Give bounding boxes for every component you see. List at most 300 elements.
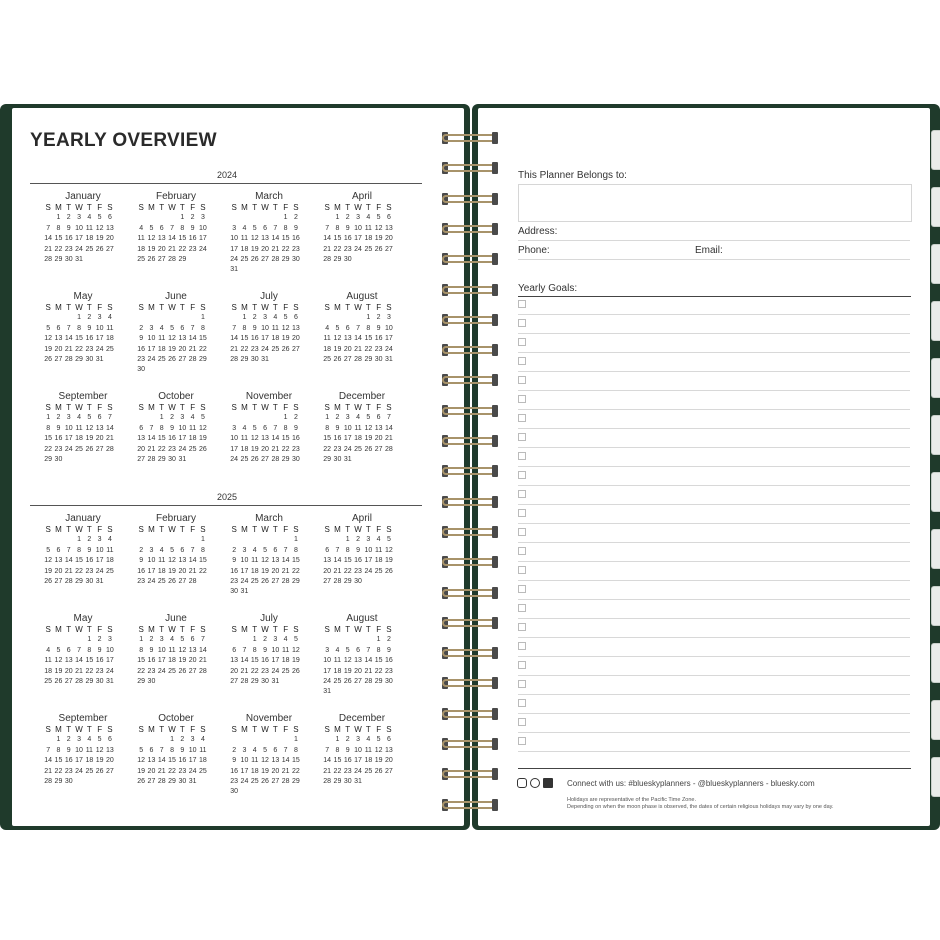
- day-cell: 3: [180, 414, 185, 422]
- weekday-header: W: [354, 625, 362, 634]
- day-cell: 14: [188, 557, 197, 565]
- month-september: [43, 390, 123, 465]
- day-cell: 22: [178, 245, 187, 253]
- weekday-header: W: [354, 303, 362, 312]
- day-cell: 29: [364, 355, 373, 363]
- day-cell: 8: [77, 324, 81, 332]
- day-cell: 17: [106, 657, 114, 665]
- day-cell: 23: [137, 577, 146, 585]
- day-cell: 8: [87, 646, 92, 654]
- ring-wire: [442, 346, 498, 354]
- day-cell: 31: [343, 455, 352, 463]
- day-cell: 30: [230, 788, 239, 796]
- day-cell: 28: [199, 667, 207, 675]
- day-cell: 24: [230, 255, 239, 263]
- day-cell: 20: [147, 767, 156, 775]
- weekday-header: M: [148, 203, 155, 212]
- day-cell: 7: [325, 224, 330, 232]
- day-cell: 14: [44, 235, 53, 243]
- empty-cell: [239, 413, 249, 423]
- empty-cell: [270, 735, 280, 745]
- goal-checkbox[interactable]: [518, 680, 526, 688]
- day-cell: 23: [250, 345, 259, 353]
- day-cell: 14: [157, 757, 166, 765]
- spiral-ring: [442, 799, 498, 811]
- day-cell: 24: [75, 767, 83, 775]
- weekday-header: M: [148, 303, 155, 312]
- day-cell: 16: [374, 335, 383, 343]
- day-cell: 28: [188, 577, 197, 585]
- goal-line[interactable]: [518, 314, 910, 315]
- weekday-header: F: [376, 303, 382, 312]
- goal-line[interactable]: [518, 390, 910, 391]
- goal-line[interactable]: [518, 675, 910, 676]
- month-tab[interactable]: [931, 757, 940, 797]
- goal-line[interactable]: [518, 485, 910, 486]
- month-name: May: [73, 291, 93, 302]
- day-cell: 29: [44, 455, 53, 463]
- ring-wire: [442, 255, 498, 263]
- day-cell: 16: [178, 757, 187, 765]
- month-name: July: [260, 613, 278, 624]
- weekday-header: T: [252, 625, 258, 634]
- goal-checkbox[interactable]: [518, 528, 526, 536]
- weekday-header: T: [179, 625, 185, 634]
- goal-checkbox[interactable]: [518, 623, 526, 631]
- weekday-header: F: [97, 403, 103, 412]
- day-cell: 5: [180, 636, 185, 644]
- day-cell: 13: [292, 324, 300, 332]
- day-cell: 12: [44, 335, 53, 343]
- day-cell: 11: [271, 324, 279, 332]
- day-cell: 27: [230, 677, 239, 685]
- day-cell: 23: [95, 667, 104, 675]
- day-cell: 30: [354, 577, 362, 585]
- day-cell: 19: [261, 567, 269, 575]
- weekday-header: S: [138, 303, 144, 312]
- day-cell: 1: [56, 736, 61, 744]
- day-cell: 17: [343, 435, 352, 443]
- goal-checkbox[interactable]: [518, 300, 526, 308]
- weekday-header: S: [324, 403, 330, 412]
- day-cell: 5: [87, 414, 92, 422]
- weekday-header: T: [365, 725, 371, 734]
- day-cell: 5: [263, 546, 267, 554]
- day-cell: 7: [366, 646, 371, 654]
- goal-line[interactable]: [518, 751, 910, 752]
- weekday-header: W: [75, 203, 83, 212]
- day-cell: 26: [147, 255, 156, 263]
- day-cell: 18: [323, 345, 332, 353]
- day-cell: 12: [374, 746, 383, 754]
- day-cell: 29: [292, 577, 300, 585]
- goal-checkbox[interactable]: [518, 357, 526, 365]
- goal-line[interactable]: [518, 352, 910, 353]
- goal-line[interactable]: [518, 694, 910, 695]
- day-cell: 9: [376, 324, 381, 332]
- weekday-header: M: [55, 303, 62, 312]
- day-cell: 7: [77, 646, 81, 654]
- day-cell: 12: [343, 657, 352, 665]
- day-cell: 7: [335, 546, 340, 554]
- day-cell: 25: [85, 767, 94, 775]
- empty-cell: [239, 735, 249, 745]
- owner-name-field[interactable]: [518, 184, 912, 222]
- goal-line[interactable]: [518, 656, 910, 657]
- day-cell: 28: [333, 577, 342, 585]
- goal-checkbox[interactable]: [518, 338, 526, 346]
- day-cell: 4: [252, 746, 257, 754]
- goal-checkbox[interactable]: [518, 585, 526, 593]
- day-cell: 26: [85, 445, 94, 453]
- day-cell: 29: [281, 455, 290, 463]
- day-cell: 26: [374, 245, 383, 253]
- day-cell: 1: [180, 214, 185, 222]
- day-cell: 7: [190, 546, 195, 554]
- weekday-header: M: [148, 725, 155, 734]
- empty-cell: [136, 735, 146, 745]
- day-cell: 14: [199, 646, 207, 654]
- month-tab[interactable]: [931, 586, 940, 626]
- day-cell: 15: [250, 657, 259, 665]
- weekday-header: S: [293, 625, 299, 634]
- day-cell: 17: [95, 335, 104, 343]
- day-cell: 4: [139, 224, 144, 232]
- day-cell: 12: [374, 224, 383, 232]
- goal-checkbox[interactable]: [518, 547, 526, 555]
- day-cell: 30: [178, 777, 187, 785]
- day-cell: 28: [281, 577, 290, 585]
- month-tab[interactable]: [931, 529, 940, 569]
- goal-line[interactable]: [518, 713, 910, 714]
- weekday-header: T: [66, 625, 72, 634]
- day-cell: 20: [64, 667, 73, 675]
- day-cell: 18: [106, 335, 114, 343]
- goal-line[interactable]: [518, 523, 910, 524]
- day-cell: 25: [364, 767, 373, 775]
- day-cell: 8: [200, 324, 205, 332]
- day-cell: 7: [46, 224, 51, 232]
- day-cell: 22: [364, 345, 373, 353]
- day-cell: 26: [199, 445, 207, 453]
- day-cell: 10: [188, 746, 197, 754]
- day-cell: 18: [85, 235, 94, 243]
- day-cell: 11: [44, 657, 52, 665]
- day-cell: 19: [137, 767, 146, 775]
- day-cell: 12: [281, 324, 290, 332]
- empty-cell: [353, 313, 363, 323]
- goal-line[interactable]: [518, 447, 910, 448]
- day-cell: 18: [157, 567, 166, 575]
- day-cell: 29: [323, 455, 332, 463]
- empty-cell: [322, 313, 332, 323]
- day-cell: 17: [64, 435, 73, 443]
- empty-cell: [146, 413, 156, 423]
- goal-checkbox[interactable]: [518, 604, 526, 612]
- day-cell: 16: [354, 557, 362, 565]
- day-cell: 24: [230, 455, 239, 463]
- day-cell: 15: [157, 435, 166, 443]
- day-cell: 5: [170, 546, 174, 554]
- goal-line[interactable]: [518, 637, 910, 638]
- month-tab[interactable]: [931, 472, 940, 512]
- goal-checkbox[interactable]: [518, 737, 526, 745]
- goal-checkbox[interactable]: [518, 319, 526, 327]
- goals-rule: [518, 296, 911, 297]
- day-cell: 14: [281, 757, 290, 765]
- month-tab[interactable]: [931, 301, 940, 341]
- day-cell: 27: [271, 577, 280, 585]
- weekday-header: T: [86, 303, 92, 312]
- weekday-header: M: [241, 303, 248, 312]
- day-cell: 12: [95, 224, 104, 232]
- day-cell: 10: [364, 546, 373, 554]
- weekday-header: M: [55, 403, 62, 412]
- day-cell: 13: [106, 746, 114, 754]
- month-tab[interactable]: [931, 643, 940, 683]
- month-february: [136, 190, 216, 265]
- day-cell: 27: [188, 667, 197, 675]
- goal-checkbox[interactable]: [518, 395, 526, 403]
- day-cell: 4: [107, 536, 112, 544]
- day-cell: 23: [292, 245, 300, 253]
- day-cell: 21: [323, 767, 332, 775]
- weekday-header: W: [261, 725, 269, 734]
- goal-line[interactable]: [518, 333, 910, 334]
- weekday-header: F: [376, 725, 382, 734]
- day-cell: 24: [271, 667, 280, 675]
- day-cell: 10: [261, 324, 269, 332]
- month-name: September: [58, 713, 108, 724]
- goal-line[interactable]: [518, 371, 910, 372]
- day-cell: 6: [386, 214, 391, 222]
- day-cell: 5: [139, 746, 144, 754]
- goal-line[interactable]: [518, 428, 910, 429]
- day-cell: 4: [87, 214, 92, 222]
- day-cell: 25: [106, 567, 114, 575]
- day-cell: 6: [345, 324, 350, 332]
- day-cell: 22: [54, 767, 63, 775]
- month-tab[interactable]: [931, 358, 940, 398]
- day-cell: 23: [333, 445, 342, 453]
- day-cell: 10: [95, 546, 104, 554]
- day-cell: 31: [323, 688, 332, 696]
- day-cell: 6: [180, 324, 185, 332]
- weekday-header: F: [97, 525, 103, 534]
- day-cell: 9: [232, 757, 237, 765]
- day-cell: 14: [147, 435, 156, 443]
- day-cell: 1: [325, 414, 330, 422]
- day-cell: 23: [54, 445, 63, 453]
- goal-line[interactable]: [518, 580, 910, 581]
- day-cell: 18: [354, 435, 362, 443]
- goal-checkbox[interactable]: [518, 490, 526, 498]
- day-cell: 3: [159, 636, 164, 644]
- day-cell: 23: [292, 445, 300, 453]
- day-cell: 16: [250, 335, 259, 343]
- day-cell: 26: [168, 577, 176, 585]
- weekday-header: F: [190, 203, 196, 212]
- ring-hole: [492, 223, 498, 235]
- weekday-header: W: [168, 203, 176, 212]
- weekday-header: W: [261, 303, 269, 312]
- year-rule: [30, 505, 422, 506]
- day-cell: 19: [292, 657, 300, 665]
- day-cell: 31: [261, 355, 269, 363]
- weekday-header: S: [138, 403, 144, 412]
- ring-wire: [442, 770, 498, 778]
- day-cell: 3: [263, 314, 267, 322]
- goal-checkbox[interactable]: [518, 566, 526, 574]
- day-cell: 26: [250, 255, 259, 263]
- pinterest-icon: [530, 778, 540, 788]
- goal-line[interactable]: [518, 732, 910, 733]
- day-cell: 18: [85, 757, 94, 765]
- weekday-header: S: [293, 725, 299, 734]
- day-cell: 2: [232, 746, 237, 754]
- day-cell: 3: [77, 214, 81, 222]
- day-cell: 4: [46, 646, 51, 654]
- month-name: November: [245, 713, 293, 724]
- day-cell: 12: [261, 757, 269, 765]
- goal-checkbox[interactable]: [518, 414, 526, 422]
- goal-line[interactable]: [518, 561, 910, 562]
- day-cell: 2: [263, 636, 267, 644]
- day-cell: 12: [261, 557, 269, 565]
- empty-cell: [250, 735, 260, 745]
- day-cell: 29: [85, 677, 94, 685]
- goal-line[interactable]: [518, 618, 910, 619]
- day-cell: 16: [343, 235, 352, 243]
- address-line[interactable]: [518, 240, 910, 241]
- day-cell: 29: [54, 255, 63, 263]
- day-cell: 11: [106, 324, 114, 332]
- day-cell: 1: [77, 536, 81, 544]
- day-cell: 25: [75, 445, 83, 453]
- weekday-header: S: [200, 725, 206, 734]
- day-cell: 16: [385, 657, 393, 665]
- ring-hole: [492, 556, 498, 568]
- day-cell: 7: [107, 414, 112, 422]
- day-cell: 18: [374, 557, 383, 565]
- day-cell: 29: [75, 355, 83, 363]
- month-tab[interactable]: [931, 130, 940, 170]
- day-cell: 19: [44, 345, 53, 353]
- day-cell: 16: [333, 435, 342, 443]
- ring-hole: [492, 162, 498, 174]
- goal-checkbox[interactable]: [518, 642, 526, 650]
- weekday-header: S: [200, 403, 206, 412]
- goal-line[interactable]: [518, 466, 910, 467]
- month-tab[interactable]: [931, 415, 940, 455]
- day-cell: 8: [335, 224, 340, 232]
- day-cell: 28: [354, 355, 362, 363]
- day-cell: 8: [325, 424, 330, 432]
- day-cell: 26: [137, 777, 146, 785]
- day-cell: 19: [168, 567, 176, 575]
- day-cell: 3: [242, 746, 247, 754]
- weekday-header: W: [168, 625, 176, 634]
- day-cell: 21: [199, 657, 207, 665]
- day-cell: 9: [97, 646, 102, 654]
- day-cell: 30: [64, 777, 73, 785]
- email-label: Email:: [695, 245, 723, 256]
- day-cell: 28: [385, 445, 393, 453]
- goal-checkbox[interactable]: [518, 509, 526, 517]
- spiral-ring: [442, 556, 498, 568]
- day-cell: 18: [364, 235, 373, 243]
- day-cell: 14: [333, 557, 342, 565]
- day-cell: 19: [374, 235, 383, 243]
- day-cell: 25: [240, 255, 249, 263]
- day-cell: 23: [85, 345, 94, 353]
- day-cell: 15: [75, 557, 83, 565]
- goal-checkbox[interactable]: [518, 718, 526, 726]
- ring-wire: [442, 619, 498, 627]
- day-cell: 4: [200, 736, 205, 744]
- month-name: November: [245, 391, 293, 402]
- month-tab[interactable]: [931, 244, 940, 284]
- goal-checkbox[interactable]: [518, 452, 526, 460]
- goal-checkbox[interactable]: [518, 661, 526, 669]
- day-cell: 19: [374, 757, 383, 765]
- empty-cell: [64, 313, 74, 323]
- weekday-header: T: [345, 403, 351, 412]
- day-cell: 29: [343, 577, 352, 585]
- goal-line[interactable]: [518, 504, 910, 505]
- day-cell: 10: [343, 424, 352, 432]
- day-cell: 22: [343, 567, 352, 575]
- day-cell: 22: [281, 445, 290, 453]
- day-cell: 30: [54, 455, 63, 463]
- goal-line[interactable]: [518, 542, 910, 543]
- goal-checkbox[interactable]: [518, 699, 526, 707]
- day-cell: 5: [263, 746, 267, 754]
- month-grid: [43, 303, 123, 365]
- day-cell: 3: [345, 414, 350, 422]
- goal-line[interactable]: [518, 409, 910, 410]
- ring-hole: [492, 738, 498, 750]
- day-cell: 1: [252, 636, 257, 644]
- day-cell: 20: [323, 567, 332, 575]
- day-cell: 6: [107, 736, 112, 744]
- month-name: February: [155, 513, 196, 524]
- day-cell: 18: [199, 757, 207, 765]
- goal-checkbox[interactable]: [518, 376, 526, 384]
- phone-email-line[interactable]: [518, 259, 910, 260]
- day-cell: 24: [354, 245, 362, 253]
- day-cell: 25: [44, 677, 53, 685]
- month-tab[interactable]: [931, 187, 940, 227]
- day-cell: 20: [354, 667, 362, 675]
- goal-checkbox[interactable]: [518, 471, 526, 479]
- day-cell: 8: [56, 224, 61, 232]
- goal-checkbox[interactable]: [518, 433, 526, 441]
- weekday-header: F: [190, 725, 196, 734]
- goal-line[interactable]: [518, 599, 910, 600]
- day-cell: 17: [364, 557, 373, 565]
- day-cell: 3: [190, 736, 195, 744]
- weekday-header: T: [365, 525, 371, 534]
- month-tab[interactable]: [931, 700, 940, 740]
- ring-hole: [492, 284, 498, 296]
- empty-cell: [167, 213, 177, 223]
- day-cell: 19: [85, 435, 94, 443]
- month-february: [136, 512, 216, 587]
- weekday-header: W: [354, 403, 362, 412]
- day-cell: 23: [343, 767, 352, 775]
- day-cell: 8: [180, 224, 185, 232]
